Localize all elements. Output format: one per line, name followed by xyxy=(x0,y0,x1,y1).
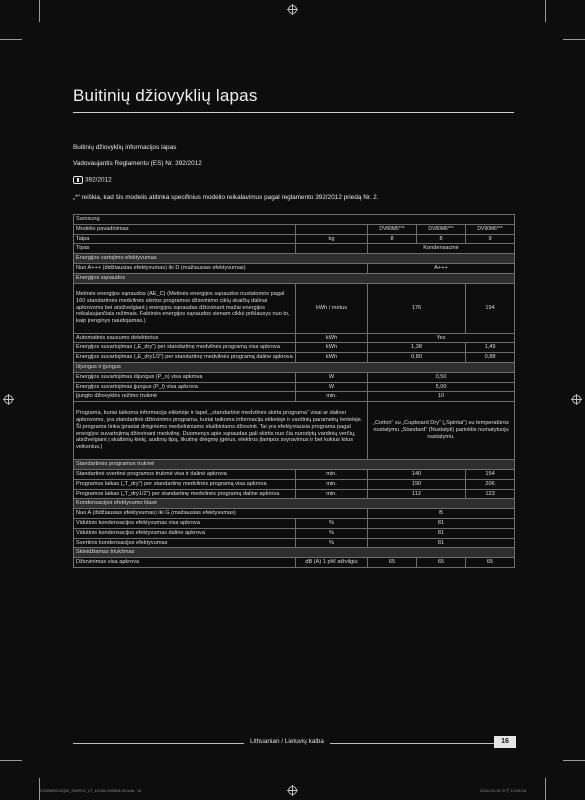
table-row xyxy=(74,283,515,333)
section-header xyxy=(74,362,515,372)
row-value: 1,38 xyxy=(368,343,466,353)
section-header xyxy=(74,548,515,558)
row-label: Nuo A (didžiausias efektyvumas) iki G (mažiausias efektyvumas) xyxy=(74,509,368,519)
row-value: 0,80 xyxy=(368,353,466,363)
registration-mark-icon xyxy=(288,786,297,795)
table-row xyxy=(74,558,515,568)
row-unit: kWh xyxy=(296,343,368,353)
crop-mark xyxy=(39,0,40,22)
table-row xyxy=(74,479,515,489)
slug-file: DV80M5010QW_SIMPLE_LT_DC68-03996B-00.indb xyxy=(40,788,135,793)
row-value: 1,49 xyxy=(466,343,515,353)
row-value: 0,88 xyxy=(466,353,515,363)
row-label: Modelio pavadinimas xyxy=(74,224,296,234)
section-header xyxy=(74,499,515,509)
row-unit: min. xyxy=(296,479,368,489)
row-label: Energijos suvartojimas („E_dry“) per standartinę medvilnės programą visa apkrova xyxy=(74,343,296,353)
row-unit: kWh xyxy=(296,353,368,363)
row-unit: % xyxy=(296,528,368,538)
page-number: 16 xyxy=(494,736,516,748)
row-value: 65 xyxy=(417,558,466,568)
row-label: Džiovinimas visa apkrova xyxy=(74,558,296,568)
table-row xyxy=(74,353,515,363)
section-title: Energijos sąnaudos xyxy=(74,273,515,283)
row-unit: kg xyxy=(296,234,368,244)
intro-line-3 xyxy=(73,176,112,184)
intro-regulation: 392/2012 xyxy=(85,176,112,184)
table-row xyxy=(74,234,515,244)
row-label: Automatinis sausumo detektorius xyxy=(74,333,296,343)
page-title: Buitinių džiovyklių lapas xyxy=(73,86,258,105)
title-divider xyxy=(73,112,514,113)
print-slug-left xyxy=(40,788,141,793)
section-title: Skleidžiamas triukšmas xyxy=(74,548,515,558)
section-header xyxy=(74,273,515,283)
row-label: Vidutinis kondensacijos efektyvumas daline apkrova xyxy=(74,528,296,538)
table-row xyxy=(74,343,515,353)
row-unit: min. xyxy=(296,489,368,499)
table-row xyxy=(74,244,515,254)
crop-mark xyxy=(545,0,546,22)
section-header xyxy=(74,254,515,264)
section-title: Išjungus ir įjungus xyxy=(74,362,515,372)
row-value: 81 xyxy=(368,538,515,548)
row-unit: % xyxy=(296,538,368,548)
registration-mark-icon xyxy=(572,395,581,404)
row-unit: min. xyxy=(296,469,368,479)
section-title: Kondensacijos efektyvumo klasė xyxy=(74,499,515,509)
row-value: B xyxy=(368,509,515,519)
brand-cell: Samsung xyxy=(74,215,515,225)
manual-book-icon xyxy=(73,176,83,184)
table-row xyxy=(74,224,515,234)
model-name: DV90M6*** xyxy=(466,224,515,234)
table-row xyxy=(74,528,515,538)
row-unit: min. xyxy=(296,392,368,402)
row-value: Yes xyxy=(368,333,515,343)
row-value: 190 xyxy=(368,479,466,489)
footer-language: Lithuanian / Lietuvių kalba xyxy=(244,737,330,746)
table-row xyxy=(74,215,515,225)
row-label: Svertinis kondensacijos efektyvumas xyxy=(74,538,296,548)
row-label: Vidutinis kondensacijos efektyvumas visa apkrova xyxy=(74,518,296,528)
registration-mark-icon xyxy=(4,395,13,404)
row-value: 176 xyxy=(368,283,466,333)
row-unit: W xyxy=(296,372,368,382)
row-value: 81 xyxy=(368,528,515,538)
row-label: Energijos suvartojimas išjungus (P_o) visa apkrova xyxy=(74,372,296,382)
row-value: 10 xyxy=(368,392,515,402)
table-row xyxy=(74,263,515,273)
row-label: Standartinė svertinė programos trukmė visa ir dalinė apkrova xyxy=(74,469,296,479)
row-value: 81 xyxy=(368,518,515,528)
crop-mark xyxy=(563,760,585,761)
row-label: Įjungto džiovyklės režimo trukmė xyxy=(74,392,296,402)
row-value: 65 xyxy=(466,558,515,568)
row-label: Programos laikas („T_dry1/2“) per standartinę medvilnės programą daline apkrova xyxy=(74,489,296,499)
row-unit: % xyxy=(296,518,368,528)
table-row xyxy=(74,489,515,499)
crop-mark xyxy=(0,760,22,761)
row-value: 154 xyxy=(466,469,515,479)
row-label: Energijos suvartojimas įjungus (P_l) visa apkrova xyxy=(74,382,296,392)
table-row xyxy=(74,538,515,548)
intro-line-2: Vadovaujantis Reglamentu (ES) Nr. 392/2012 xyxy=(73,160,202,167)
table-row xyxy=(74,402,515,460)
section-title: Standartinės programos trukmė xyxy=(74,460,515,470)
model-name: DV80M6*** xyxy=(417,224,466,234)
row-unit: W xyxy=(296,382,368,392)
crop-mark xyxy=(563,39,585,40)
row-unit: kWh xyxy=(296,333,368,343)
row-value: 206 xyxy=(466,479,515,489)
table-row xyxy=(74,509,515,519)
row-value: 194 xyxy=(466,283,515,333)
table-row xyxy=(74,382,515,392)
row-value: 8 xyxy=(368,234,417,244)
slug-page: 16 xyxy=(136,788,142,793)
table-row xyxy=(74,372,515,382)
table-row xyxy=(74,518,515,528)
spec-table xyxy=(73,214,515,568)
row-value: 112 xyxy=(368,489,466,499)
crop-mark xyxy=(0,39,22,40)
table-row xyxy=(74,392,515,402)
section-title: Energijos vartojimo efektyvumas xyxy=(74,254,515,264)
row-label: Programa, kuriai taikoma informacija etiketėje ir lapel, „standartinė medvilnės skirta programa“ visai ar dalinei apkrovoms, yra standartinė džiovinimo programa, kuriai taikoma informacija etiketėje ir vardinių parametrų lentelėje. Ši programa tinka įprastai drėgniems medvilniniams skalbiniams džiovinti. Tai yra efektyviausia programa pagal energijos suvartojimą džiovinant medvilnę. Duomenys apie sąnaudas gali skirtis nuo čia nurodytų vardinių verčių, atsižvelgiant į skalbinių kiekį, audinių tipą, likutinę drėgmę įgėrus, elektros įtampos svyravimus ir bet kokius kitus veiksnius.) xyxy=(74,402,368,460)
row-value: 65 xyxy=(368,558,417,568)
row-value: A+++ xyxy=(368,263,515,273)
intro-line-4: „*“ reiškia, kad šis modelis atitinka specifinius modelio reikalavimus pagal reglamento 392/2012 priedą Nr. 2. xyxy=(73,194,379,201)
model-name: DV80M5*** xyxy=(368,224,417,234)
intro-line-1: Buitinių džiovyklių informacijos lapas xyxy=(73,144,177,151)
row-unit: dB (A) 1 pW atžvilgiu xyxy=(296,558,368,568)
row-value: Kondensacinė xyxy=(368,244,515,254)
row-value: 123 xyxy=(466,489,515,499)
registration-mark-icon xyxy=(288,5,297,14)
row-value: 140 xyxy=(368,469,466,479)
row-label: Talpa xyxy=(74,234,296,244)
row-label: Tipas xyxy=(74,244,296,254)
crop-mark xyxy=(545,778,546,800)
row-label: Energijos suvartojimas („E_dry1/2“) per standartinę medvilnės programą daline apkrova xyxy=(74,353,296,363)
row-label: Nuo A+++ (didžiausias efektyvumas) iki D (mažiausias efektyvumas) xyxy=(74,263,368,273)
row-unit: kWh / metus xyxy=(296,283,368,333)
print-slug-right: 2016-03-16 오전 10:28:18 xyxy=(480,788,526,793)
row-value: 5,00 xyxy=(368,382,515,392)
section-header xyxy=(74,460,515,470)
table-row xyxy=(74,469,515,479)
table-row xyxy=(74,333,515,343)
row-value: 9 xyxy=(466,234,515,244)
row-value: 0,50 xyxy=(368,372,515,382)
row-label: Programos laikas („T_dry“) per standartinę medvilnės programą visa apkrova xyxy=(74,479,296,489)
row-value: 8 xyxy=(417,234,466,244)
row-value: „Cotton“ su „Cupboard Dry“ („Spintai“) su temperatūros nustatymu „Standard“ (Nustatyti) parinktis numatytuoju nustatymu. xyxy=(368,402,515,460)
row-label: Metinės energijos sąnaudos (AE_C) (Metinės energijos sąnaudos nustatomos pagal 160 standartinės medvilnės skirtos programos džiovinimo ciklų skaičių dalinai apkrovoms bei atsižvelgiant į energijos sąnaudas džiovinant mažai energijos reikalaujančiais režimais. Faktinės energijos sąnaudos vienam ciklui priklausys nuo to, kaip įrenginys naudojamas.) xyxy=(74,283,296,333)
